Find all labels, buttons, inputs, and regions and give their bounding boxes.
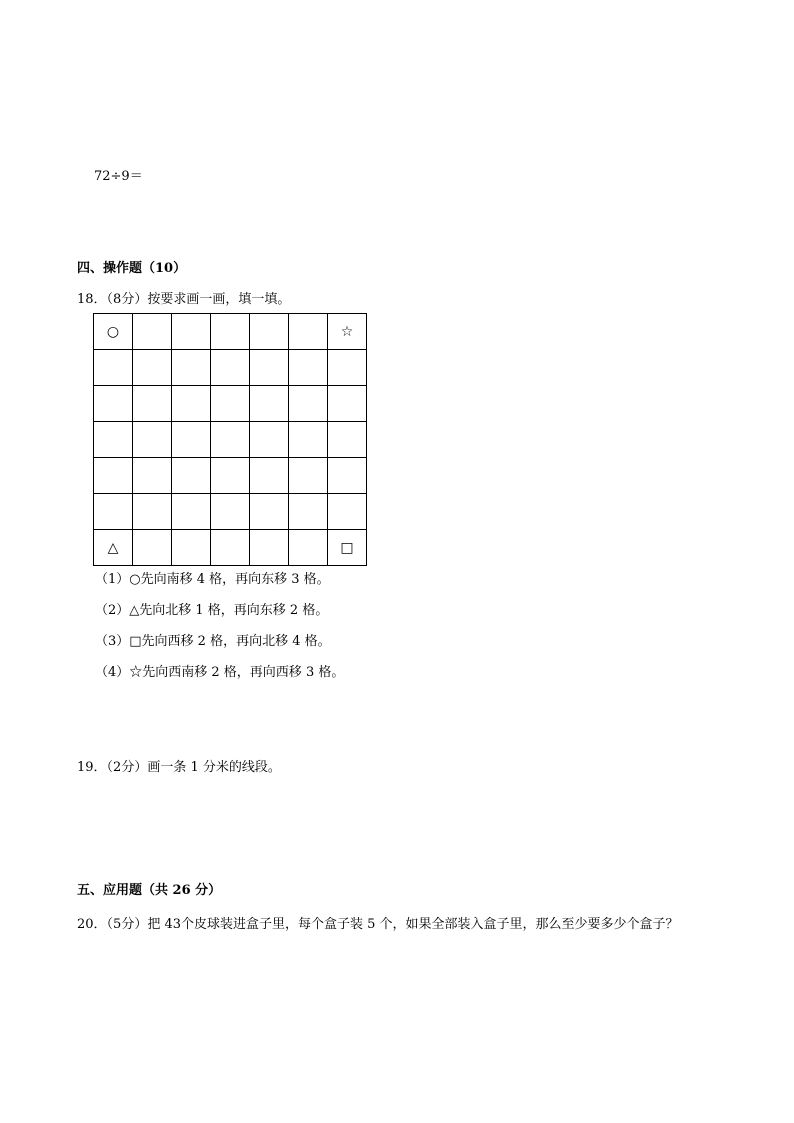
triangle-icon: △ bbox=[94, 530, 133, 566]
q20-prompt: 20．（5分）把 43个皮球装进盒子里，每个盒子装 5 个，如果全部装入盒子里，那么至少要多少个盒子？ bbox=[77, 917, 679, 932]
q18-step-1: （1）○先向南移 4 格，再向东移 3 格。 bbox=[95, 572, 330, 587]
coordinate-grid bbox=[93, 313, 367, 566]
section4-heading: 四、操作题（10） bbox=[77, 261, 187, 276]
circle-icon: ○ bbox=[94, 314, 133, 350]
square-icon: □ bbox=[328, 530, 367, 566]
q18-prompt: 18．（8分）按要求画一画，填一填。 bbox=[77, 292, 291, 307]
star-icon: ☆ bbox=[328, 314, 367, 350]
q18-step-3: （3）□先向西移 2 格，再向北移 4 格。 bbox=[95, 634, 331, 649]
q18-step-2: （2）△先向北移 1 格，再向东移 2 格。 bbox=[95, 603, 329, 618]
q18-step-4: （4）☆先向西南移 2 格，再向西移 3 格。 bbox=[95, 665, 345, 680]
equation-72-div-9: 72÷9＝ bbox=[94, 169, 143, 184]
section5-heading: 五、应用题（共 26 分） bbox=[77, 883, 222, 898]
q19-prompt: 19．（2分）画一条 1 分米的线段。 bbox=[77, 760, 281, 775]
